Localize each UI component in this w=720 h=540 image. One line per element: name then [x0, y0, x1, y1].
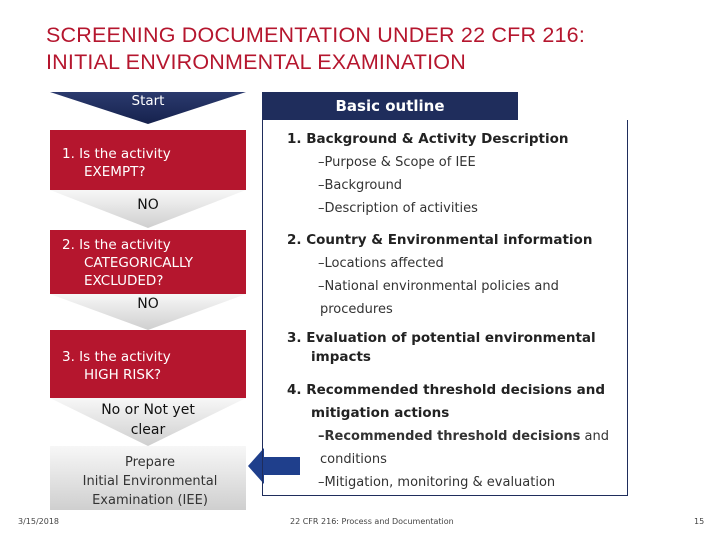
prepare-line-1: Prepare [125, 455, 175, 470]
q1-line-1: 1. Is the activity [62, 146, 171, 162]
outline-item-4-sub-1 [318, 425, 609, 448]
q2-line-2: CATEGORICALLY [84, 255, 193, 271]
q1-text [62, 145, 171, 181]
prepare-line-3: Examination (IEE) [92, 493, 208, 508]
outline-item-1 [287, 128, 568, 151]
prepare-iee-text [68, 453, 232, 510]
outline-heading: Basic outline [262, 92, 518, 120]
outline-item-2-sub-1: –Locations affected [318, 256, 444, 271]
outline-item-2-label: 2. Country & Environmental information [287, 232, 593, 248]
title-line-1: SCREENING DOCUMENTATION UNDER 22 CFR 216: [46, 23, 586, 47]
outline-item-4 [287, 379, 605, 425]
outline-item-4-sub-2: conditions [320, 452, 387, 467]
outline-item-1-sub-3: –Description of activities [318, 201, 478, 216]
outline-item-1-sub-2: –Background [318, 178, 403, 193]
no1-label: NO [137, 197, 159, 213]
outline-item-1-label: 1. Background & Activity Description [287, 131, 569, 147]
prepare-line-2: Initial Environmental [82, 474, 218, 489]
q2-line-3: EXCLUDED? [84, 273, 164, 289]
q1-line-2: EXEMPT? [84, 164, 146, 180]
outline-item-4-sub-1-bold: –Recommended threshold decisions [318, 429, 581, 444]
footer-center: 22 CFR 216: Process and Documentation [290, 517, 454, 526]
no2-label: NO [137, 296, 159, 312]
outline-item-3 [287, 329, 596, 367]
title-line-2: INITIAL ENVIRONMENTAL EXAMINATION [46, 50, 466, 74]
outline-item-4-line-2: mitigation actions [311, 405, 450, 421]
q2-text [62, 236, 193, 290]
q3-line-2: HIGH RISK? [84, 367, 161, 383]
no3-label [88, 400, 208, 440]
footer-date: 3/15/2018 [18, 517, 60, 526]
outline-item-4-sub-1-rest: and [580, 429, 609, 444]
q3-line-1: 3. Is the activity [62, 349, 171, 365]
q3-text [62, 348, 171, 384]
start-label: Start [131, 93, 165, 109]
q2-line-1: 2. Is the activity [62, 237, 171, 253]
outline-item-4-sub-3: –Mitigation, monitoring & evaluation [318, 475, 556, 490]
outline-item-3-line-2: impacts [311, 349, 371, 365]
no3-line-1: No or Not yet [101, 402, 195, 418]
outline-item-4-line-1: 4. Recommended threshold decisions and [287, 382, 606, 398]
outline-item-2 [287, 229, 592, 252]
outline-item-1-sub-1: –Purpose & Scope of IEE [318, 155, 476, 170]
no3-line-2: clear [130, 422, 166, 438]
outline-item-2-sub-2: –National environmental policies and [318, 279, 559, 294]
outline-item-3-line-1: 3. Evaluation of potential environmental [287, 330, 596, 346]
footer-page-number: 15 [694, 517, 705, 526]
outline-item-2-sub-3: procedures [320, 302, 393, 317]
